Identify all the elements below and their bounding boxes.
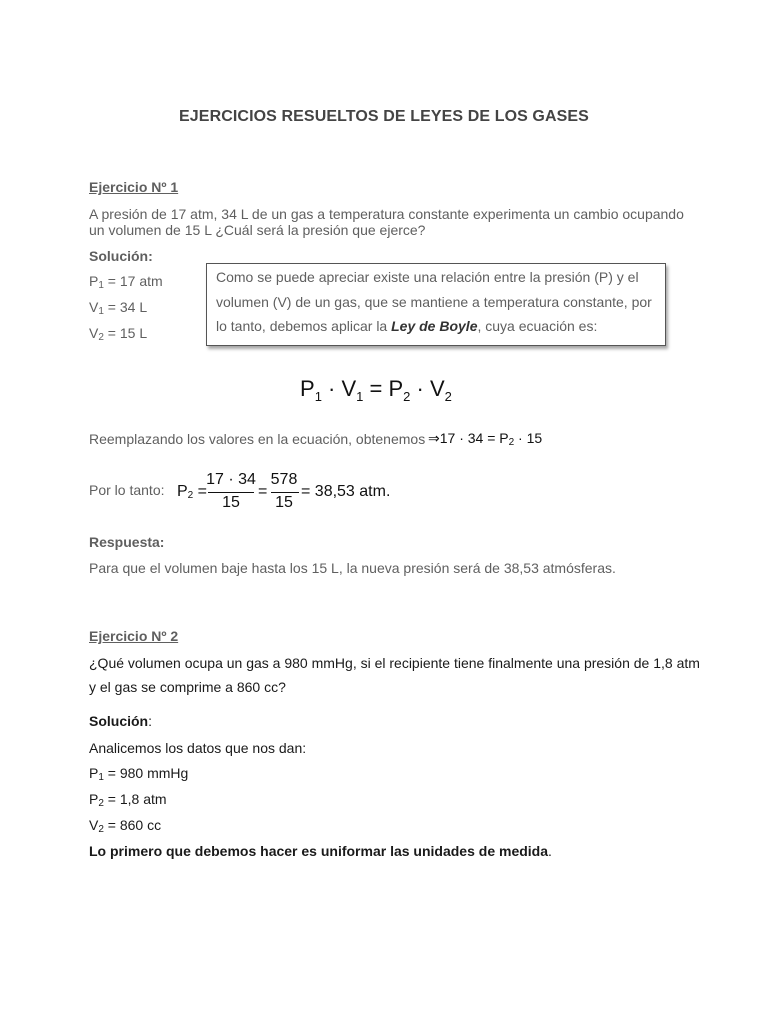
replacement-text: Reemplazando los valores en la ecuación, obtenemos (89, 431, 426, 447)
exercise-1-statement-line-1: A presión de 17 atm, 34 L de un gas a temperatura constante experimenta un cambio ocupando (89, 206, 684, 222)
fraction-1-denominator: 15 (222, 494, 240, 511)
exercise-2-statement-line-2: y el gas se comprime a 860 cc? (89, 679, 286, 695)
exercise-1-solution-label: Solución: (89, 248, 153, 264)
exercise-1-datum-v1: $V_1 = 34$ L (89, 299, 148, 317)
calc-equals: = (258, 483, 268, 500)
exercise-2-solution-label: Solución: (89, 713, 153, 729)
exercise-2-closing: Lo primero que debemos hacer es uniformar las unidades de medida. (89, 843, 552, 859)
note-line-3: lo tanto, debemos aplicar la Ley de Boyle, cuya ecuación es: (216, 318, 598, 334)
exercise-1-statement-line-2: un volumen de 15 L ¿Cuál será la presión que ejerce? (89, 222, 426, 238)
calc-result: = 38,53 atm. (301, 483, 391, 500)
note-line-2: volumen (V) de un gas, que se mantiene a temperatura constante, por (216, 294, 652, 310)
fraction-1-bar (208, 492, 254, 493)
replacement-equation: ⇒17 · $34 = P_2 \cdot 15$ (428, 430, 543, 448)
answer-label: Respuesta: (89, 534, 165, 550)
answer-text: Para que el volumen baje hasta los 15 L, la nueva presión será de 38,53 atmósferas. (89, 560, 616, 576)
page-title: EJERCICIOS RESUELTOS DE LEYES DE LOS GASES (179, 108, 589, 125)
exercise-2-heading: Ejercicio Nº 2 (89, 628, 179, 644)
boyle-note-box (206, 263, 666, 346)
note-line-1: Como se puede apreciar existe una relación entre la presión (P) y el (216, 269, 639, 285)
fraction-2-denominator: 15 (275, 494, 293, 511)
fraction-2-bar (271, 492, 299, 493)
fraction-1-numerator: 17 · 34 (206, 471, 256, 488)
boyle-law-name: Ley de Boyle (391, 318, 478, 334)
exercise-1-heading: Ejercicio Nº 1 (89, 179, 179, 195)
exercise-2-datum-p2: $P_2 = 1,8$ atm (89, 791, 167, 809)
exercise-2-datum-p1: $P_1 = 980$ mmHg (89, 765, 189, 783)
exercise-2-datum-v2: $V_2 = 860$ cc (89, 817, 162, 835)
calc-lhs: $P_2$ = (177, 483, 208, 501)
fraction-2-numerator: 578 (270, 471, 298, 488)
exercise-2-statement-line-1: ¿Qué volumen ocupa un gas a 980 mmHg, si el recipiente tiene finalmente una presión de 1,8 atm (89, 655, 700, 671)
exercise-1-datum-p1: $P_1 = 17$ atm (89, 273, 163, 291)
exercise-2-intro: Analicemos los datos que nos dan: (89, 740, 307, 756)
boyle-equation: $P_1 \cdot V_1 = P_2 \cdot V_2$ (300, 376, 452, 404)
exercise-1-datum-v2: $V_2 = 15$ L (89, 325, 148, 343)
therefore-label: Por lo tanto: (89, 482, 165, 498)
